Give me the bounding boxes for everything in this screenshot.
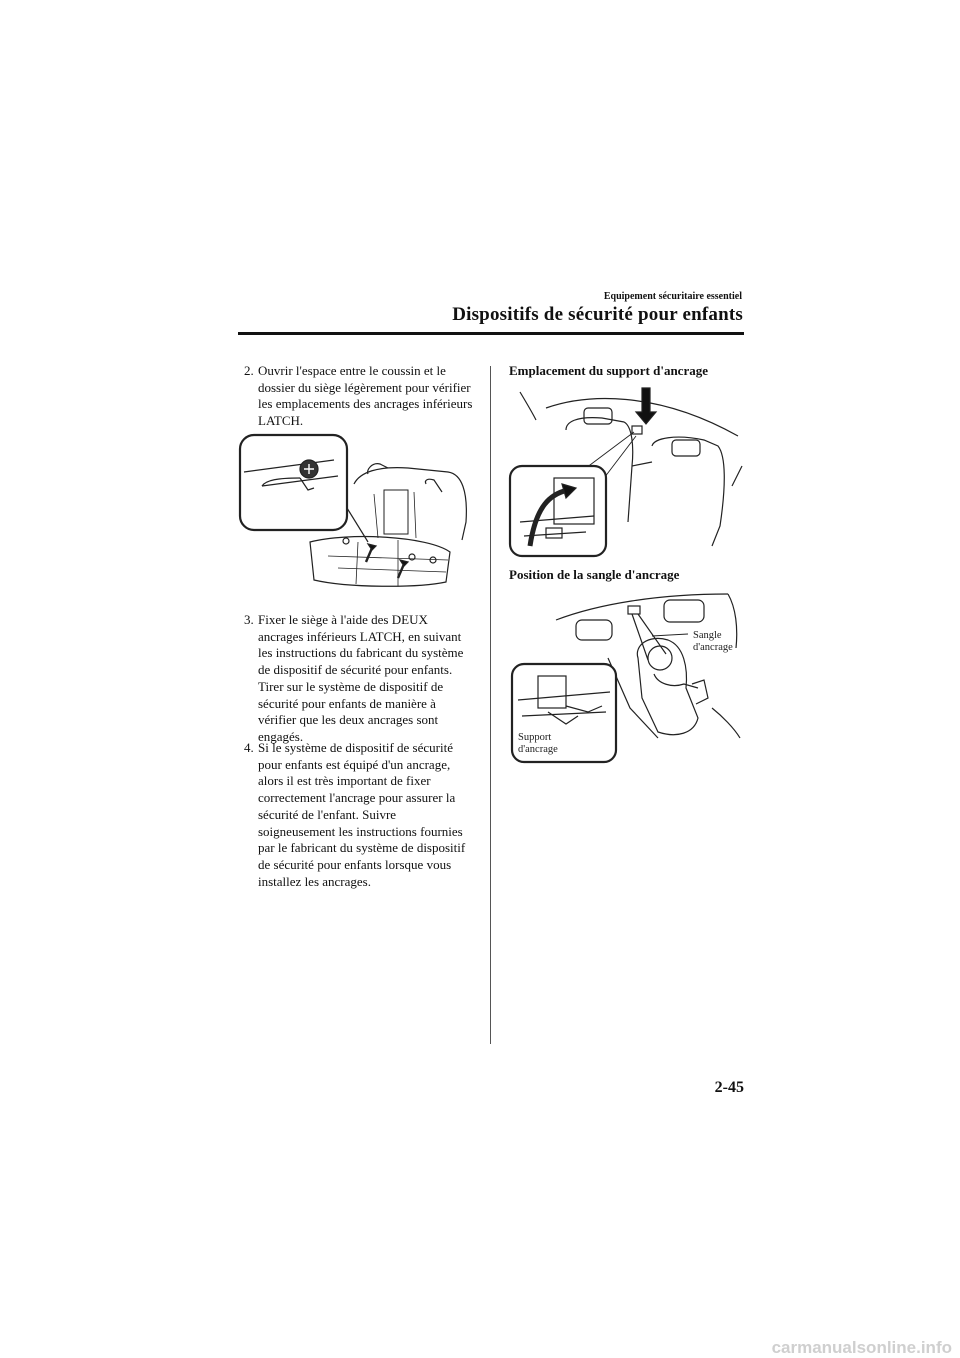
figure-heading-anchor-location: Emplacement du support d'ancrage bbox=[509, 363, 708, 378]
step-4 bbox=[244, 740, 476, 890]
latch-seat-illustration bbox=[238, 432, 468, 590]
latch-inset-box bbox=[240, 435, 347, 530]
callout-anchor-strap bbox=[693, 630, 733, 654]
callout-line: d'ancrage bbox=[693, 642, 733, 653]
step-number: 4. bbox=[244, 740, 254, 755]
callout-line: d'ancrage bbox=[518, 744, 558, 755]
step-text: Ouvrir l'espace entre le coussin et le dossier du siège légèrement pour vérifier les emplacements des ancrages inférieurs LATCH. bbox=[258, 363, 473, 429]
anchor-location-illustration bbox=[506, 386, 744, 558]
column-divider bbox=[490, 366, 491, 1044]
page-number: 2-45 bbox=[714, 1079, 744, 1096]
anchor-inset-box bbox=[510, 466, 606, 556]
callout-anchor-support bbox=[518, 732, 558, 756]
step-3 bbox=[244, 612, 476, 746]
callout-line: Support bbox=[518, 732, 552, 743]
step-number: 3. bbox=[244, 612, 254, 627]
footer-watermark: carmanualsonline.info bbox=[771, 1338, 952, 1357]
title-rule bbox=[238, 332, 744, 335]
step-text: Si le système de dispositif de sécurité pour enfants est équipé d'un ancrage, alors il est très important de fixer correctement l'ancrage pour assurer la sécurité de l'enfant. Suivre soigneusement les instructions fournies par le fabricant du système de dispositif de sécurité pour enfants lorsque vous installez les ancrages. bbox=[258, 740, 466, 889]
section-label: Equipement sécuritaire essentiel bbox=[603, 291, 742, 302]
step-number: 2. bbox=[244, 363, 254, 378]
step-2 bbox=[244, 363, 476, 430]
figure-heading-strap-position: Position de la sangle d'ancrage bbox=[509, 567, 680, 582]
step-text: Fixer le siège à l'aide des DEUX ancrages inférieurs LATCH, en suivant les instructions du fabricant du système de dispositif de sécurité pour enfants. Tirer sur le système de dispositif de sécurité pour enfants de manière à vérifier que les deux ancrages sont engagés. bbox=[258, 612, 464, 744]
callout-line: Sangle bbox=[693, 630, 722, 641]
page-title: Dispositifs de sécurité pour enfants bbox=[452, 304, 743, 325]
